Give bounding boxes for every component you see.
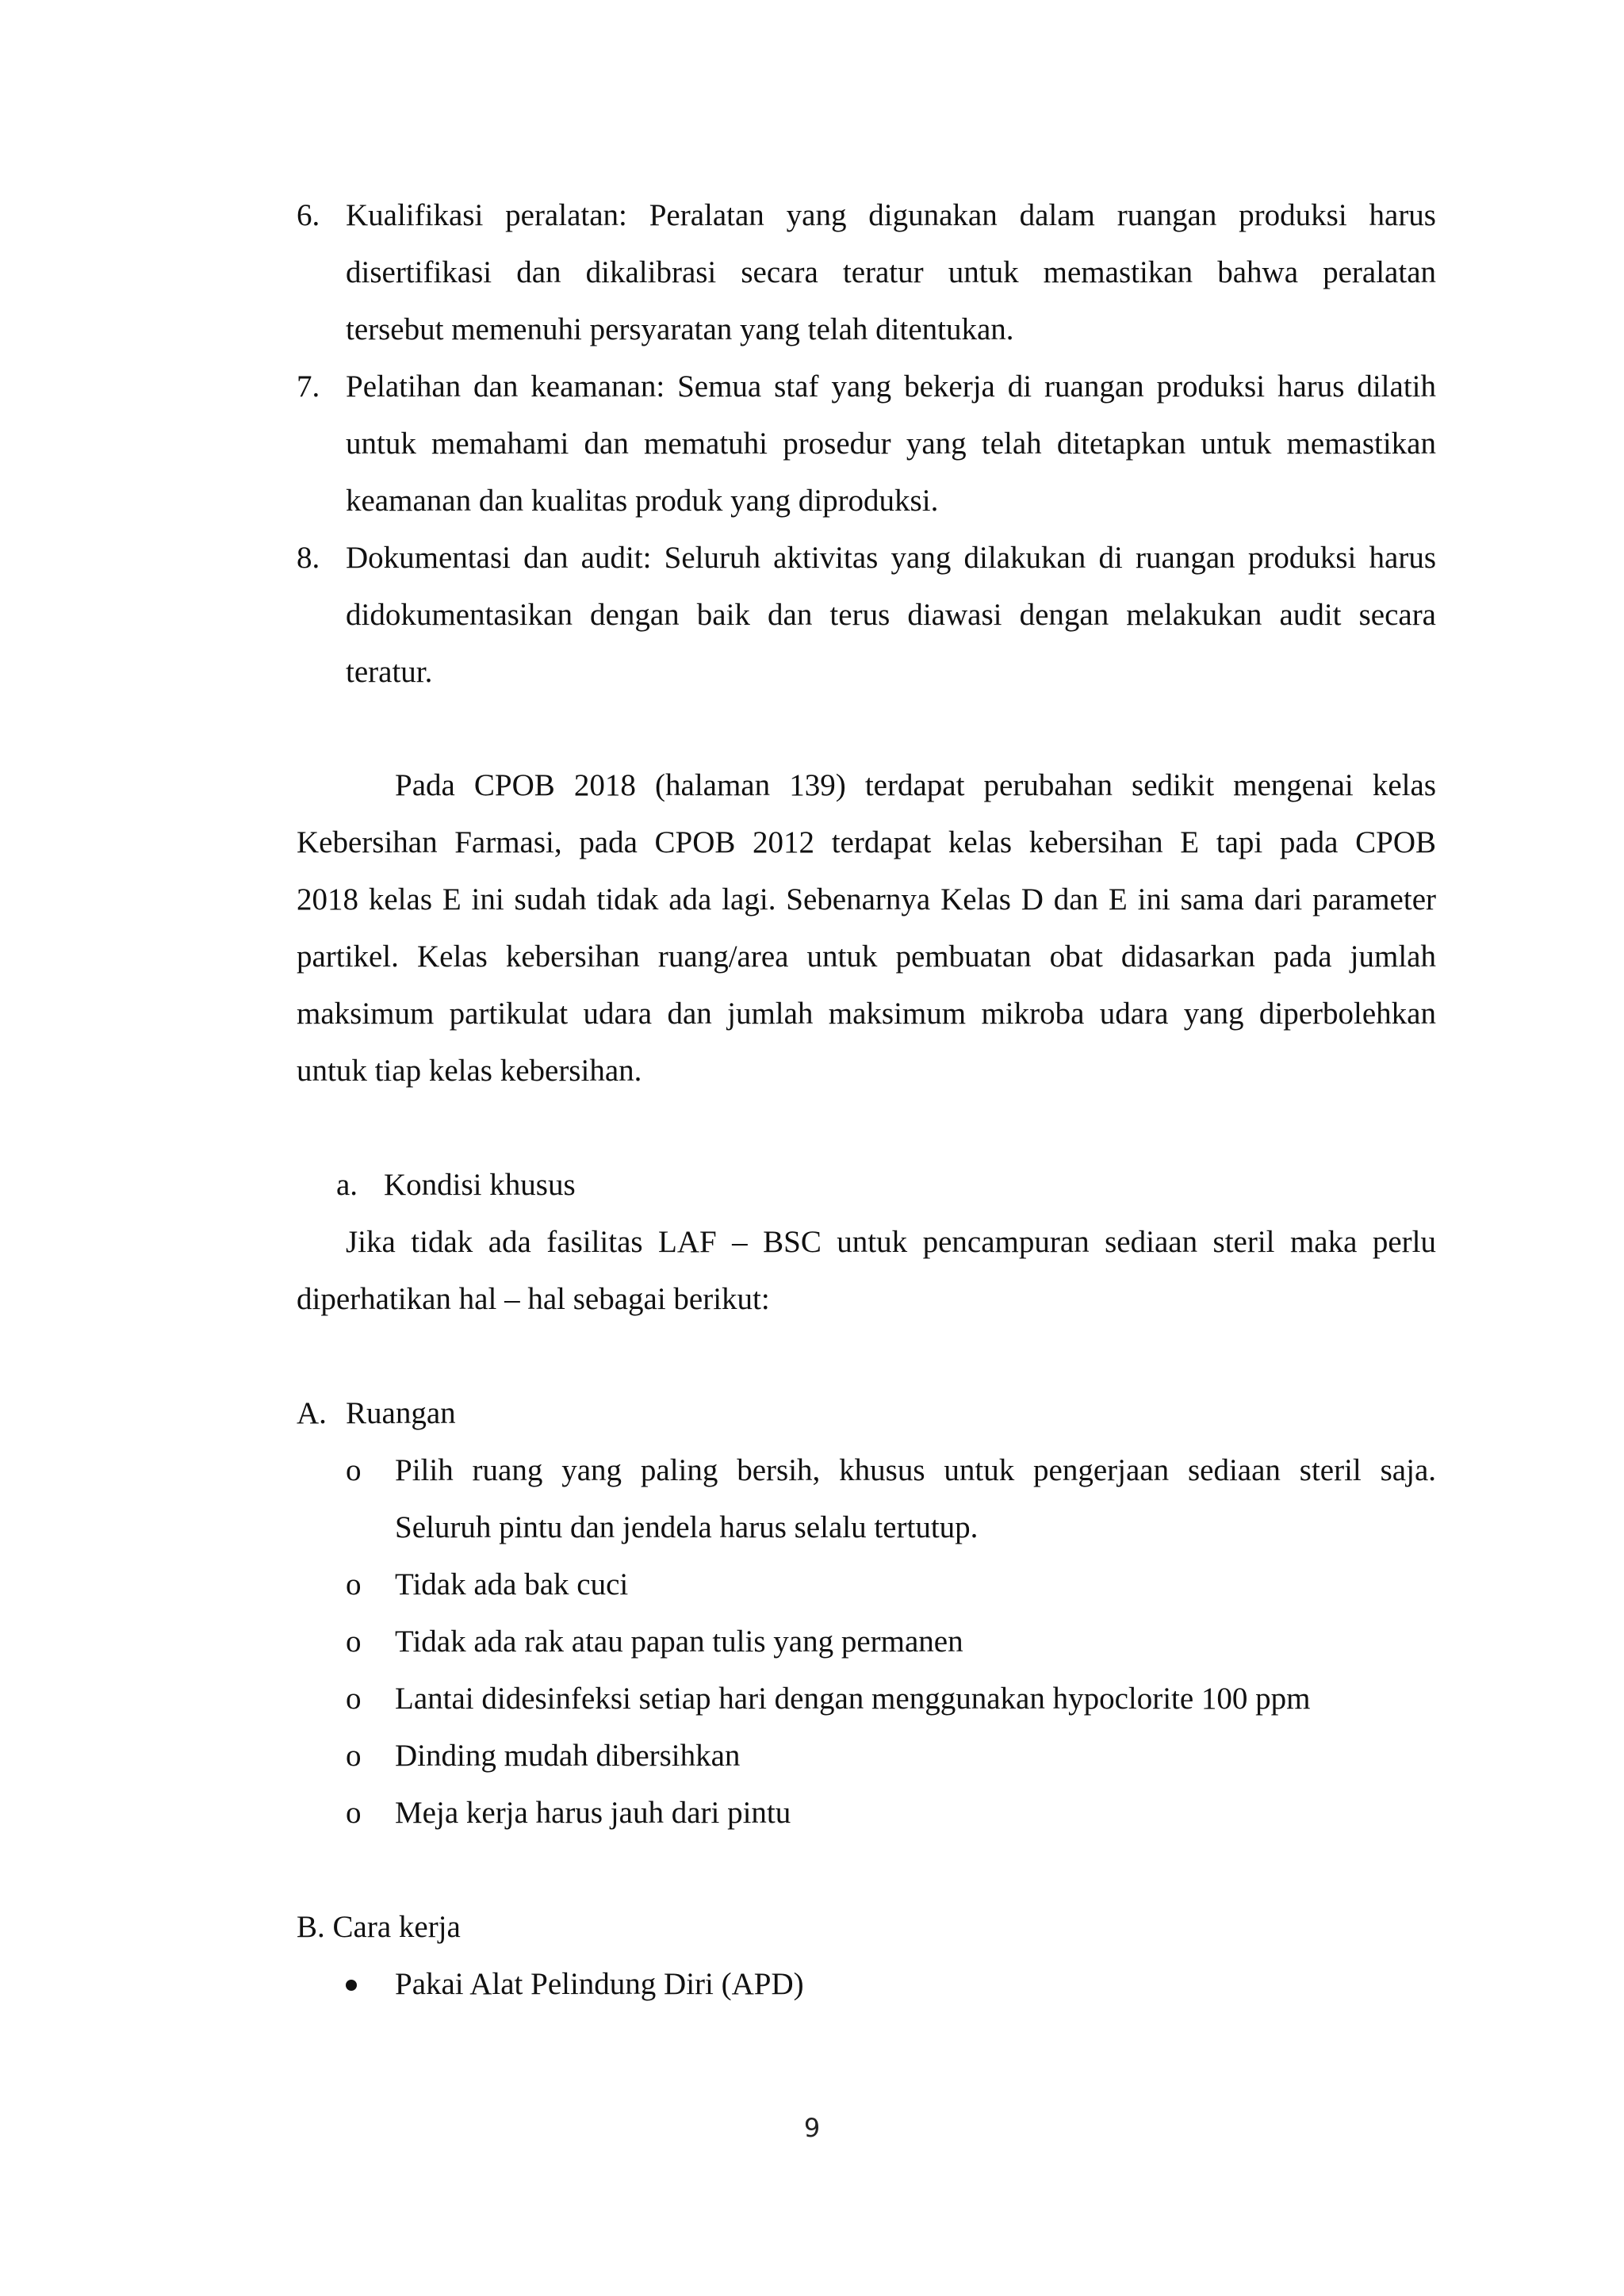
circle-bullet-icon: o — [346, 1739, 362, 1773]
paragraph-line: Kebersihan Farmasi, pada CPOB 2012 terdapat kelas kebersihan E tapi pada CPOB — [297, 825, 1436, 859]
circle-bullet-icon: o — [346, 1567, 362, 1601]
paragraph-line: untuk tiap kelas kebersihan. — [297, 1054, 642, 1088]
section-marker: a. — [336, 1168, 358, 1202]
paragraph-line: Pada CPOB 2018 (halaman 139) terdapat perubahan sedikit mengenai kelas — [395, 768, 1436, 802]
page-number: 9 — [803, 2113, 821, 2143]
paragraph-line: 2018 kelas E ini sudah tidak ada lagi. Sebenarnya Kelas D dan E ini sama dari parameter — [297, 882, 1436, 916]
circle-bullet-icon: o — [346, 1624, 362, 1659]
circle-bullet-icon: o — [346, 1453, 362, 1487]
list-item-line: teratur. — [346, 655, 433, 689]
list-item-line: keamanan dan kualitas produk yang diproduksi. — [346, 484, 939, 518]
section-heading: Ruangan — [346, 1396, 456, 1430]
bullet-dot-icon — [346, 1980, 357, 1991]
section-marker: A. — [297, 1396, 327, 1430]
paragraph-line: maksimum partikulat udara dan jumlah maksimum mikroba udara yang diperbolehkan — [297, 997, 1436, 1031]
list-item-line: Kualifikasi peralatan: Peralatan yang digunakan dalam ruangan produksi harus — [346, 198, 1436, 232]
list-item-line: Lantai didesinfeksi setiap hari dengan menggunakan hypoclorite 100 ppm — [395, 1682, 1311, 1716]
list-item-line: Tidak ada bak cuci — [395, 1567, 629, 1601]
circle-bullet-icon: o — [346, 1682, 362, 1716]
list-item-line: tersebut memenuhi persyaratan yang telah ditentukan. — [346, 312, 1014, 346]
list-item-line: Pakai Alat Pelindung Diri (APD) — [395, 1967, 804, 2001]
list-item-line: Meja kerja harus jauh dari pintu — [395, 1796, 791, 1830]
list-item-line: didokumentasikan dengan baik dan terus diawasi dengan melakukan audit secara — [346, 598, 1436, 632]
list-item-line: Dokumentasi dan audit: Seluruh aktivitas yang dilakukan di ruangan produksi harus — [346, 541, 1436, 575]
list-item-line: untuk memahami dan mematuhi prosedur yang telah ditetapkan untuk memastikan — [346, 427, 1436, 461]
section-heading: Kondisi khusus — [384, 1168, 576, 1202]
section-heading: B. Cara kerja — [297, 1910, 461, 1944]
list-item-line: Pelatihan dan keamanan: Semua staf yang bekerja di ruangan produksi harus dilatih — [346, 369, 1436, 404]
list-item-line: Tidak ada rak atau papan tulis yang permanen — [395, 1624, 963, 1659]
list-item-line: disertifikasi dan dikalibrasi secara teratur untuk memastikan bahwa peralatan — [346, 255, 1436, 289]
list-item-line: Dinding mudah dibersihkan — [395, 1739, 741, 1773]
list-marker: 7. — [297, 369, 320, 404]
paragraph-line: diperhatikan hal – hal sebagai berikut: — [297, 1282, 770, 1316]
list-item-line: Seluruh pintu dan jendela harus selalu tertutup. — [395, 1510, 979, 1544]
list-marker: 6. — [297, 198, 320, 232]
circle-bullet-icon: o — [346, 1796, 362, 1830]
paragraph-line: partikel. Kelas kebersihan ruang/area untuk pembuatan obat didasarkan pada jumlah — [297, 939, 1436, 974]
list-item-line: Pilih ruang yang paling bersih, khusus untuk pengerjaan sediaan steril saja. — [395, 1453, 1436, 1487]
paragraph-line: Jika tidak ada fasilitas LAF – BSC untuk pencampuran sediaan steril maka perlu — [346, 1225, 1436, 1259]
list-marker: 8. — [297, 541, 320, 575]
